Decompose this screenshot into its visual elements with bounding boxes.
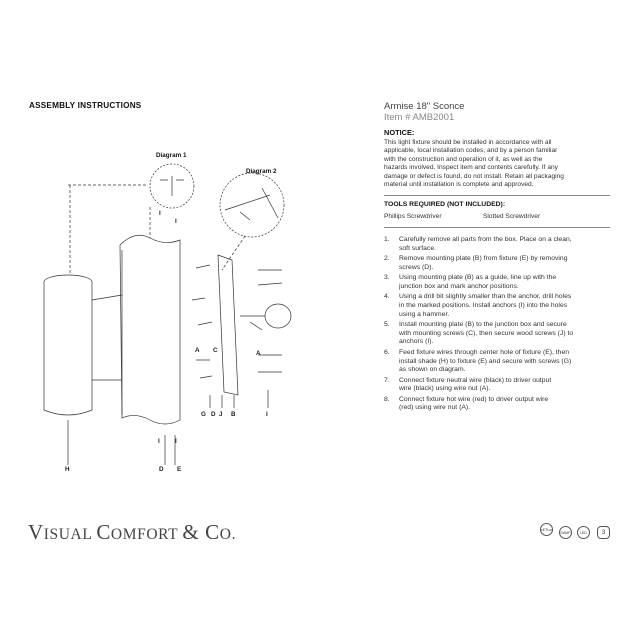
step-line: (red) using wire nut (A). bbox=[399, 404, 471, 412]
damp-badge-icon: DAMP bbox=[559, 526, 572, 539]
step-line: Install mounting plate (B) to the junction box and secure bbox=[399, 321, 567, 329]
notice-line: applicable, local installation codes, and by a person familiar bbox=[384, 147, 558, 155]
part-label-i: I bbox=[175, 438, 177, 445]
led-badge-icon: LED bbox=[577, 526, 590, 539]
shade-body bbox=[44, 282, 92, 415]
step-line: Using a drill bit slightly smaller than the anchor, drill holes bbox=[399, 293, 572, 301]
part-label-i: I bbox=[266, 411, 268, 418]
step-item bbox=[384, 349, 616, 375]
brand-letter: & C bbox=[182, 520, 220, 544]
part-label-b: B bbox=[231, 411, 236, 418]
diagram2-label: Diagram 2 bbox=[246, 168, 277, 175]
page-number: 3 bbox=[597, 526, 610, 539]
notice-line: with the construction and operation of it, as well as the bbox=[384, 155, 543, 163]
step-item bbox=[384, 321, 616, 347]
step-number: 6. bbox=[384, 348, 390, 356]
step-line: Remove mounting plate (B) from fixture (E) by removing bbox=[399, 255, 568, 263]
step-line: junction box and mark anchor positions. bbox=[399, 282, 519, 290]
step-number: 1. bbox=[384, 236, 390, 243]
item-number: Item # AMB2001 bbox=[384, 112, 455, 123]
step-line: screws (D). bbox=[399, 263, 434, 271]
wires bbox=[240, 316, 265, 330]
step-line: Connect fixture neutral wire (black) to driver output bbox=[399, 376, 552, 384]
brand-text: O. bbox=[219, 526, 237, 543]
tools-heading: TOOLS REQUIRED (NOT INCLUDED): bbox=[384, 201, 506, 208]
fixture-body bbox=[120, 235, 180, 424]
step-line: Carefully remove all parts from the box. Place on a clean, bbox=[399, 236, 572, 243]
step-line: as shown on diagram. bbox=[399, 366, 466, 374]
step-item bbox=[384, 377, 616, 394]
step-item bbox=[384, 293, 616, 319]
mounting-plate bbox=[218, 255, 238, 395]
step-item bbox=[384, 236, 616, 253]
part-label-d: D bbox=[211, 411, 216, 418]
diagram2-circle bbox=[220, 173, 284, 237]
part-label-j: J bbox=[219, 411, 223, 418]
notice-body bbox=[384, 139, 614, 189]
tool-item: Phillips Screwdriver bbox=[384, 213, 442, 220]
certification-badge-icon: cETLus bbox=[540, 523, 553, 536]
assembly-diagram bbox=[0, 140, 380, 480]
part-label-g: G bbox=[201, 411, 206, 418]
step-line: with mounting screws (C), then secure wood screws (J) to bbox=[399, 329, 574, 337]
section-title: ASSEMBLY INSTRUCTIONS bbox=[29, 101, 142, 110]
step-item bbox=[384, 274, 616, 291]
part-label-i: I bbox=[175, 218, 177, 225]
junction-box bbox=[265, 304, 291, 328]
step-item bbox=[384, 255, 616, 272]
step-line: wire (black) using wire nut (A). bbox=[399, 385, 491, 393]
notice-line: damage or defect is found, do not install. Retain all packaging bbox=[384, 172, 564, 180]
step-line: in the marked positions. Install anchors (I) into the holes bbox=[399, 301, 568, 309]
step-number: 3. bbox=[384, 274, 390, 282]
step-number: 7. bbox=[384, 376, 390, 384]
notice-heading: NOTICE: bbox=[384, 128, 415, 137]
part-label-a: A bbox=[256, 350, 261, 357]
step-line: Using mounting plate (B) as a guide, line up with the bbox=[399, 274, 557, 282]
step-number: 8. bbox=[384, 395, 390, 403]
notice-line: hazards involved. Inspect item and contents carefully. If any bbox=[384, 164, 558, 172]
step-line: install shade (H) to fixture (E) and secure with screws (G) bbox=[399, 357, 572, 365]
product-name: Armise 18" Sconce bbox=[384, 101, 465, 112]
leader-lines bbox=[222, 236, 245, 270]
brand-text: ISUAL bbox=[43, 526, 97, 543]
step-line: anchors (I). bbox=[399, 338, 434, 346]
brand-letter: V bbox=[28, 520, 44, 544]
steps-list bbox=[384, 236, 616, 415]
divider bbox=[384, 227, 610, 228]
brand-logo bbox=[28, 520, 236, 545]
connector-arm bbox=[92, 295, 122, 380]
diagram1-label: Diagram 1 bbox=[156, 152, 187, 159]
step-number: 4. bbox=[384, 293, 390, 301]
part-label-i: I bbox=[158, 438, 160, 445]
tool-item: Slotted Screwdriver bbox=[483, 213, 541, 220]
divider bbox=[384, 195, 610, 196]
diagram1-detail bbox=[160, 176, 184, 196]
step-line: Feed fixture wires through center hole of fixture (E), then bbox=[399, 348, 570, 356]
part-label-d: D bbox=[159, 466, 164, 473]
diagram2-detail bbox=[225, 188, 278, 220]
part-label-i: I bbox=[159, 210, 161, 217]
step-line: soft surface. bbox=[399, 244, 437, 252]
part-label-c: C bbox=[213, 347, 218, 354]
screws bbox=[192, 265, 212, 378]
step-number: 2. bbox=[384, 255, 390, 263]
part-label-e: E bbox=[177, 466, 182, 473]
step-line: Connect fixture hot wire (red) to driver output wire bbox=[399, 395, 549, 403]
part-label-h: H bbox=[65, 466, 70, 473]
step-number: 5. bbox=[384, 321, 390, 329]
notice-line: material until installation is complete and approved. bbox=[384, 181, 534, 189]
step-line: using a hammer. bbox=[399, 310, 450, 318]
brand-letter: C bbox=[96, 520, 111, 544]
notice-line: This light fixture should be installed in accordance with all bbox=[384, 139, 552, 146]
part-label-a: A bbox=[195, 347, 200, 354]
step-item bbox=[384, 396, 616, 413]
brand-text: OMFORT bbox=[110, 526, 183, 543]
